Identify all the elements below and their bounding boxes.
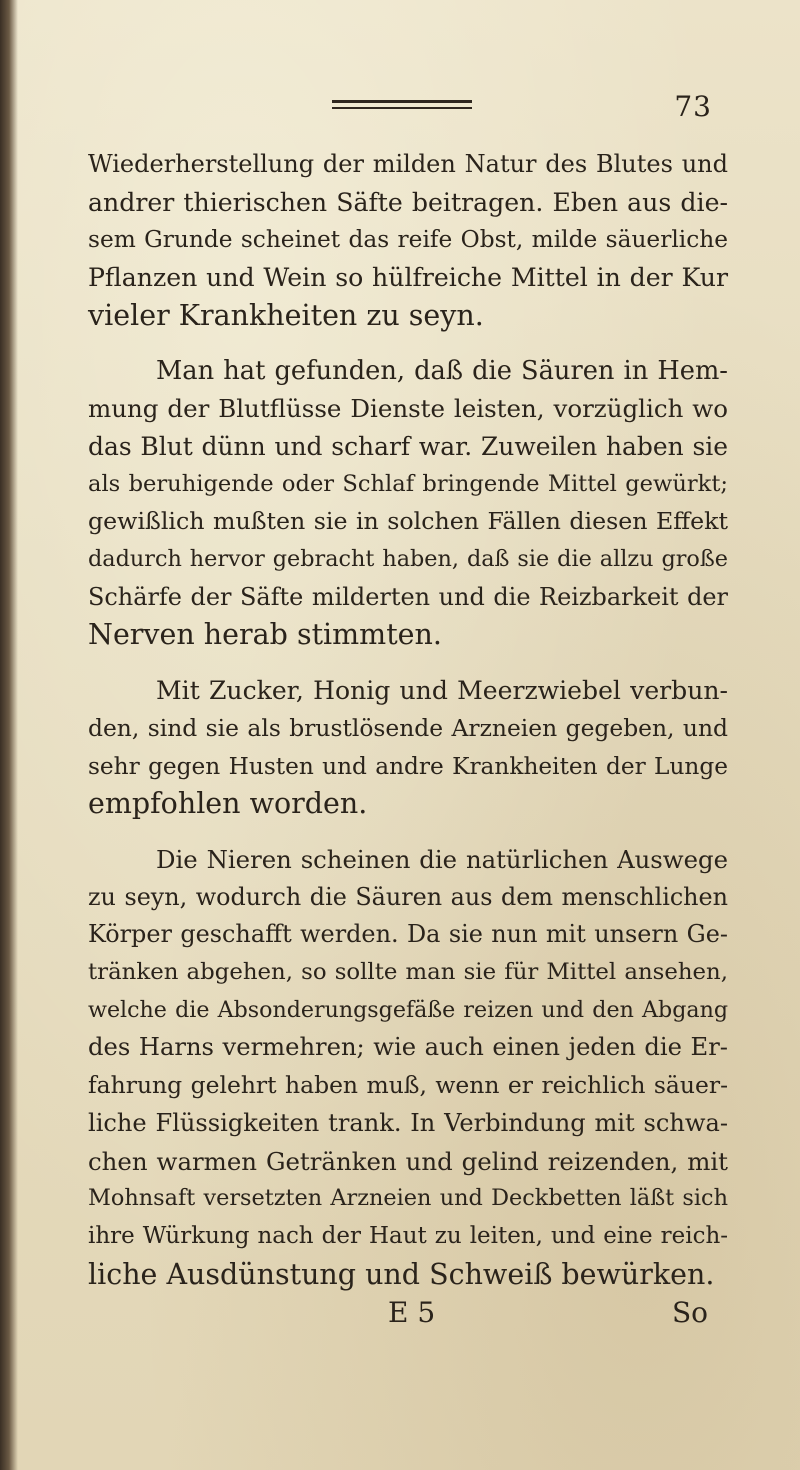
text-line: Mohnsaft versetzten Arzneien und Deckbetten läßt sich [88,1185,728,1212]
text-line: zu seyn, wodurch die Säuren aus dem menschlichen [88,882,728,911]
paragraph-4 [88,841,728,1293]
text-line: sehr gegen Husten und andre Krankheiten der Lunge [88,752,728,780]
text-line: liche Ausdünstung und Schweiß bewürken. [88,1257,715,1291]
text-line: andrer thierischen Säfte beitragen. Eben aus die- [88,187,728,217]
text-line: Pflanzen und Wein so hülfreiche Mittel in der Kur [88,263,728,293]
text-line: Mit Zucker, Honig und Meerzwiebel verbun- [156,676,728,706]
signature-mark: E 5 [388,1296,436,1329]
text-line: das Blut dünn und scharf war. Zuweilen haben sie [88,431,728,461]
text-line: sem Grunde scheinet das reife Obst, milde säuerliche [88,226,728,254]
header-rule-thick [332,100,472,103]
header-double-rule [332,100,472,109]
catchword: So [671,1296,708,1329]
text-line: als beruhigende oder Schlaf bringende Mittel gewürkt; [88,470,728,497]
binding-gutter [0,0,18,1470]
text-line: mung der Blutflüsse Dienste leisten, vorzüglich wo [88,394,728,424]
text-line: des Harns vermehren; wie auch einen jeden die Er- [88,1033,728,1062]
text-line: den, sind sie als brustlösende Arzneien gegeben, und [88,713,728,742]
text-line: Nerven herab stimmten. [88,618,442,652]
text-line: gewißlich mußten sie in solchen Fällen diesen Effekt [88,507,728,536]
paragraph-3 [88,672,728,823]
text-line: Schärfe der Säfte milderten und die Reizbarkeit der [88,582,728,611]
text-line: vieler Krankheiten zu seyn. [88,298,484,332]
header-rule-thin [332,107,472,109]
text-line: ihre Würkung nach der Haut zu leiten, und eine reich- [88,1222,728,1249]
body-text [88,146,728,1311]
paragraph-2 [88,353,728,655]
text-line: Wiederherstellung der milden Natur des Blutes und [88,150,728,178]
text-line: dadurch hervor gebracht haben, daß sie die allzu große [88,546,728,573]
text-line: liche Flüssigkeiten trank. In Verbindung mit schwa- [88,1108,728,1137]
page-number: 73 [674,90,712,123]
text-line: empfohlen worden. [88,787,368,821]
text-line: chen warmen Getränken und gelind reizenden, mit [88,1146,728,1176]
text-line: tränken abgehen, so sollte man sie für Mittel ansehen, [88,959,728,986]
paragraph-1 [88,146,728,335]
text-line: fahrung gelehrt haben muß, wenn er reichlich säuer- [88,1071,728,1100]
text-line: Die Nieren scheinen die natürlichen Auswege [156,844,728,874]
text-line: welche die Absonderungsgefäße reizen und den Abgang [88,996,728,1023]
text-line: Körper geschafft werden. Da sie nun mit unsern Ge- [88,920,728,949]
text-line: Man hat gefunden, daß die Säuren in Hem- [156,355,728,386]
